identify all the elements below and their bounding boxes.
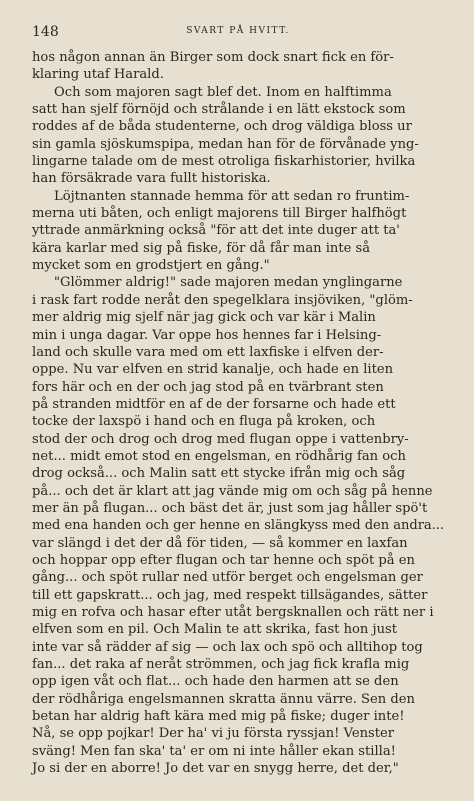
text-line: klaring utaf Harald.	[32, 67, 164, 83]
page-number: 148	[32, 24, 59, 40]
text-line: betan har aldrig haft kära med mig på fiske; duger inte!	[32, 709, 405, 725]
text-line: mer än på flugan... och bäst det är, just som jag håller spö't	[32, 500, 428, 516]
text-line: land och skulle vara med om ett laxfiske i elfven der-	[32, 344, 384, 360]
text-line: han försäkrade vara fullt historiska.	[32, 171, 271, 187]
text-line: satt han sjelf förnöjd och strålande i en lätt ekstock som	[32, 102, 406, 118]
text-line: merna uti båten, och enligt majorens till Birger halfhögt	[32, 206, 407, 222]
text-line: fors här och en der och jag stod på en tvärbrant sten	[32, 379, 384, 395]
text-line: "Glömmer aldrig!" sade majoren medan ynglingarne	[54, 275, 403, 291]
text-line: inte var så rädder af sig — och lax och spö och alltihop tog	[32, 639, 423, 655]
text-line: elfven som en pil. Och Malin te att skrika, fast hon just	[32, 622, 397, 638]
text-line: Och som majoren sagt blef det. Inom en halftimma	[54, 84, 392, 100]
text-line: mig en rofva och hasar efter utåt bergsknallen och rätt ner i	[32, 605, 434, 620]
text-line: var slängd i det der då för tiden, — så kommer en laxfan	[32, 535, 408, 551]
text-line: stod der och drog och drog med flugan oppe i vattenbry-	[32, 431, 409, 447]
text-line: till ett gapskratt... och jag, med respekt tillsägandes, sätter	[32, 587, 428, 603]
text-line: lingarne talade om de mest otroliga fiskarhistorier, hvilka	[32, 154, 416, 170]
text-line: mycket som en grodstjert en gång."	[32, 258, 270, 274]
text-line: roddes af de båda studenterne, och drog väldiga bloss ur	[32, 119, 412, 135]
text-line: Löjtnanten stannade hemma för att sedan ro fruntim-	[54, 188, 410, 204]
text-line: Nå, se opp pojkar! Der ha' vi ju första ryssjan! Venster	[32, 726, 395, 742]
body-text	[32, 49, 444, 777]
text-line: net... midt emot stod en engelsman, en rödhårig fan och	[32, 448, 406, 464]
text-line: hos någon annan än Birger som dock snart fick en för-	[32, 50, 394, 65]
text-line: yttrade anmärkning också "för att det inte duger att ta'	[32, 223, 400, 239]
text-line: gång... och spöt rullar ned utför berget och engelsman ger	[32, 570, 423, 586]
text-line: med ena handen och ger henne en slängkyss med den andra...	[32, 518, 444, 534]
text-line: min i unga dagar. Var oppe hos hennes far i Helsing-	[32, 327, 382, 343]
text-line: drog också... och Malin satt ett stycke ifrån mig och såg	[32, 466, 406, 482]
text-line: och hoppar opp efter flugan och tar henne och spöt på en	[32, 552, 415, 568]
text-line: tocke der laxspö i hand och en fluga på kroken, och	[32, 414, 376, 430]
text-line: sväng! Men fan ska' ta' er om ni inte håller ekan stilla!	[32, 743, 396, 759]
text-line: på... och det är klart att jag vände mig om och såg på henne	[32, 483, 433, 499]
text-line: kära karlar med sig på fiske, för då får man inte så	[32, 240, 371, 256]
text-line: på stranden midtför en af de der forsarne och hade ett	[32, 396, 396, 412]
text-line: der rödhåriga engelsmannen skratta ännu värre. Sen den	[32, 691, 415, 707]
text-line: oppe. Nu var elfven en strid kanalje, och hade en liten	[32, 362, 394, 378]
text-line: i rask fart rodde neråt den spegelklara insjöviken, "glöm-	[32, 292, 413, 308]
text-line: fan... det raka af neråt strömmen, och jag fick krafla mig	[32, 657, 410, 673]
running-head: SVART PÅ HVITT.	[186, 26, 290, 36]
page-header	[32, 20, 444, 42]
text-line: sin gamla sjöskumspipa, medan han för de förvånade yng-	[32, 136, 419, 152]
text-line: Jo si der en aborre! Jo det var en snygg herre, det der,"	[32, 761, 399, 777]
text-line: mer aldrig mig sjelf när jag gick och var kär i Malin	[32, 310, 376, 326]
text-line: opp igen våt och flat... och hade den harmen att se den	[32, 674, 399, 690]
